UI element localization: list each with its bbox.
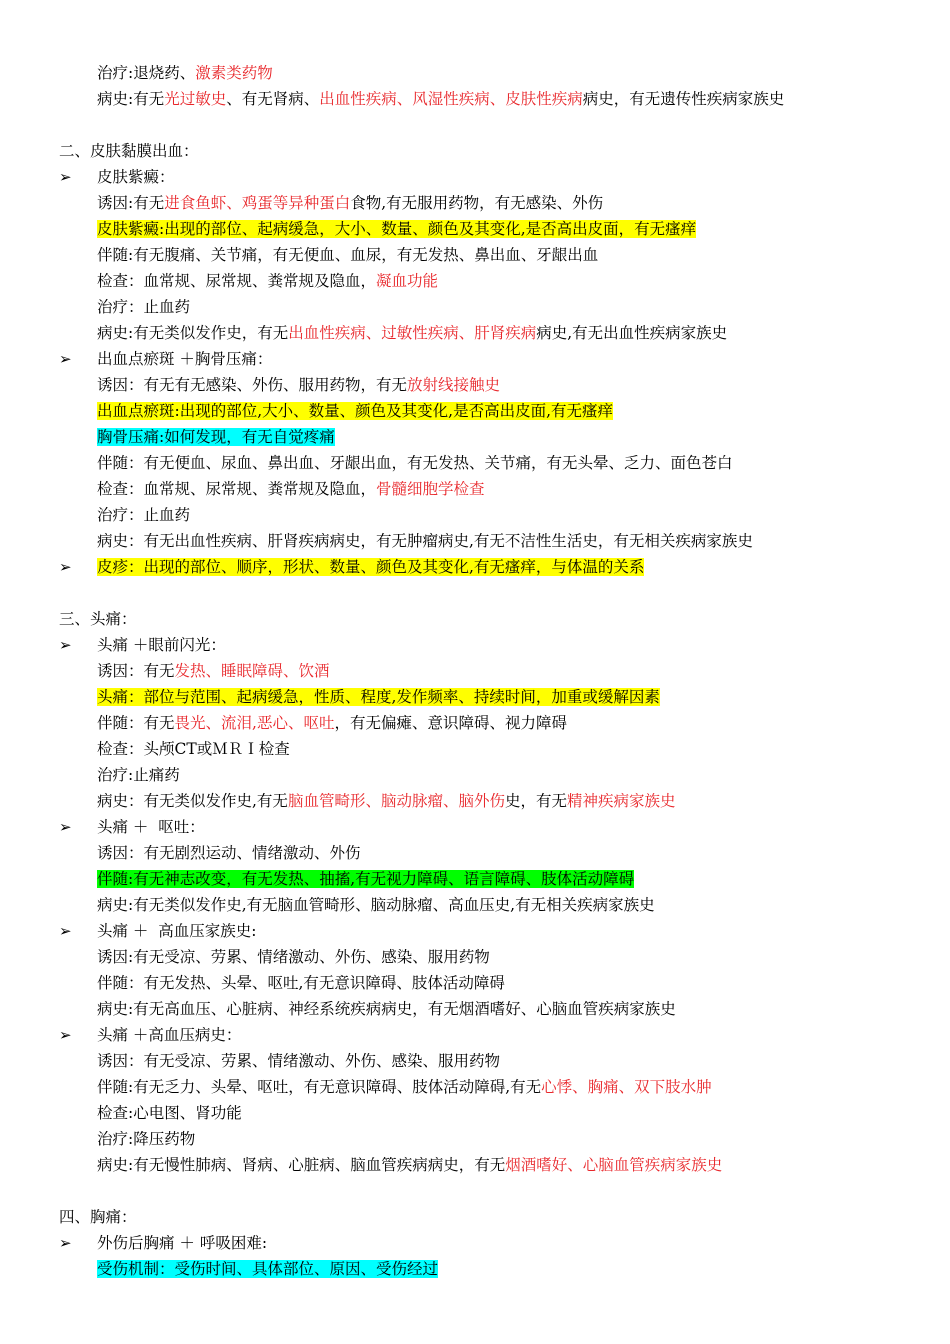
text-line — [97, 894, 655, 916]
highlighted-text — [97, 870, 634, 888]
text-segment: 伴随：有无发热、头晕、呕吐,有无意识障碍、肢体活动障碍 — [97, 974, 505, 992]
emphasis-text: 凝血功能 — [376, 272, 439, 290]
highlighted-text — [97, 1260, 438, 1278]
text-segment: 诱因:有无 — [97, 194, 165, 212]
line-text — [97, 324, 727, 342]
text-segment: 伴随:有无乏力、头晕、呕吐，有无意识障碍、肢体活动障碍,有无 — [97, 1078, 542, 1096]
text-line — [97, 660, 330, 682]
line-text — [97, 766, 180, 784]
text-segment: 受伤机制：受伤时间、具体部位、原因、受伤经过 — [97, 1260, 439, 1278]
line-text — [97, 64, 273, 82]
line-text — [97, 506, 190, 524]
text-line — [97, 790, 675, 812]
line-text — [97, 636, 226, 654]
text-segment: 病史，有无遗传性疾病家族史 — [582, 90, 785, 108]
bullet-arrow-icon: ➢ — [59, 1234, 72, 1252]
text-segment: 皮肤紫癜： — [97, 168, 175, 186]
bullet-item — [97, 816, 205, 838]
text-line — [97, 400, 613, 422]
line-text — [59, 1208, 137, 1226]
section-heading — [59, 608, 137, 630]
bullet-arrow-icon: ➢ — [59, 350, 72, 368]
text-line — [97, 712, 567, 734]
text-line — [97, 998, 676, 1020]
line-text — [97, 480, 485, 498]
text-segment: 二、皮肤黏膜出血： — [59, 142, 199, 160]
emphasis-text: 脑血管畸形、脑动脉瘤、脑外伤 — [287, 792, 505, 810]
line-text — [97, 298, 190, 316]
text-segment: 病史:有无高血压、心脏病、神经系统疾病病史，有无烟酒嗜好、心脑血管疾病家族史 — [97, 1000, 676, 1018]
bullet-arrow-icon: ➢ — [59, 168, 72, 186]
text-line — [97, 244, 598, 266]
line-text — [97, 662, 330, 680]
text-segment: 出血点瘀斑:出现的部位,大小、数量、颜色及其变化,是否高出皮面,有无瘙痒 — [97, 402, 614, 420]
bullet-arrow-icon: ➢ — [59, 636, 72, 654]
text-segment: 治疗:止痛药 — [97, 766, 180, 784]
text-segment: 病史:有无慢性肺病、肾病、心脏病、脑血管疾病病史，有无 — [97, 1156, 506, 1174]
text-line — [97, 1076, 712, 1098]
text-segment: 检查：头颅CT或ＭＲＩ检查 — [97, 740, 290, 758]
line-text — [97, 974, 505, 992]
line-text — [97, 1026, 241, 1044]
text-line — [97, 1050, 500, 1072]
bullet-item — [97, 556, 644, 578]
text-line — [97, 1258, 438, 1280]
text-segment: 治疗:降压药物 — [97, 1130, 196, 1148]
line-text — [97, 1104, 242, 1122]
text-line — [97, 270, 438, 292]
emphasis-text: 心悸、胸痛、双下肢水肿 — [541, 1078, 712, 1096]
highlighted-text — [97, 558, 644, 576]
emphasis-text: 光过敏史 — [164, 90, 227, 108]
text-segment: 病史:有无 — [97, 90, 165, 108]
line-text — [97, 714, 567, 732]
text-segment: 治疗:退烧药、 — [97, 64, 196, 82]
text-segment: 头痛 ＋高血压病史： — [97, 1026, 242, 1044]
emphasis-text: 畏光、流泪,恶心、呕吐 — [174, 714, 335, 732]
highlighted-text — [97, 220, 696, 238]
text-segment: 皮疹：出现的部位、顺序，形状、数量、颜色及其变化,有无瘙痒，与体温的关系 — [97, 558, 645, 576]
text-segment: 检查：血常规、尿常规、粪常规及隐血， — [97, 480, 377, 498]
text-line — [97, 1154, 722, 1176]
line-text — [97, 350, 272, 368]
text-line — [97, 452, 733, 474]
line-text — [97, 194, 603, 212]
line-text — [97, 1234, 267, 1252]
line-text — [59, 610, 137, 628]
line-text — [97, 818, 205, 836]
text-segment: 诱因:有无受凉、劳累、情绪激动、外伤、感染、服用药物 — [97, 948, 490, 966]
text-segment: 头痛 ＋眼前闪光： — [97, 636, 226, 654]
emphasis-text: 放射线接触史 — [407, 376, 501, 394]
text-line — [97, 296, 190, 318]
text-segment: 伴随：有无 — [97, 714, 175, 732]
text-segment: 伴随：有无便血、尿血、鼻出血、牙龈出血，有无发热、关节痛，有无头晕、乏力、面色苍白 — [97, 454, 733, 472]
text-segment: 病史:有无类似发作史,有无脑血管畸形、脑动脉瘤、高血压史,有无相关疾病家族史 — [97, 896, 655, 914]
text-line — [97, 374, 500, 396]
text-line — [97, 322, 727, 344]
text-line — [97, 946, 490, 968]
text-segment: 三、头痛： — [59, 610, 137, 628]
emphasis-text: 进食鱼虾、鸡蛋等异种蛋白 — [164, 194, 351, 212]
line-text — [97, 1000, 676, 1018]
text-segment: 检查：血常规、尿常规、粪常规及隐血， — [97, 272, 377, 290]
emphasis-text: 激素类药物 — [195, 64, 273, 82]
text-segment: 检查:心电图、肾功能 — [97, 1104, 242, 1122]
text-segment: 、有无肾病、 — [226, 90, 320, 108]
text-line — [97, 1128, 195, 1150]
line-text — [97, 454, 733, 472]
line-text — [59, 142, 199, 160]
emphasis-text: 烟酒嗜好、心脑血管疾病家族史 — [505, 1156, 723, 1174]
text-line — [97, 88, 784, 110]
line-text — [97, 272, 438, 290]
text-line — [97, 426, 335, 448]
text-line — [97, 842, 361, 864]
bullet-item — [97, 1232, 267, 1254]
text-line — [97, 1102, 242, 1124]
text-segment: 伴随:有无腹痛、关节痛，有无便血、血尿，有无发热、鼻出血、牙龈出血 — [97, 246, 599, 264]
bullet-arrow-icon: ➢ — [59, 1026, 72, 1044]
text-segment: 外伤后胸痛 ＋ 呼吸困难: — [97, 1234, 268, 1252]
emphasis-text: 骨髓细胞学检查 — [376, 480, 485, 498]
text-segment: 诱因：有无有无感染、外伤、服用药物，有无 — [97, 376, 408, 394]
text-segment: 病史,有无出血性疾病家族史 — [536, 324, 728, 342]
text-line — [97, 764, 180, 786]
highlighted-text — [97, 688, 660, 706]
text-segment: 皮肤紫癜:出现的部位、起病缓急，大小、数量、颜色及其变化,是否高出皮面，有无瘙痒 — [97, 220, 697, 238]
bullet-item — [97, 634, 226, 656]
text-segment: 史，有无 — [504, 792, 567, 810]
text-segment: 诱因：有无剧烈运动、情绪激动、外伤 — [97, 844, 361, 862]
emphasis-text: 出血性疾病、过敏性疾病、肝肾疾病 — [288, 324, 537, 342]
emphasis-text: 发热、睡眠障碍、饮酒 — [174, 662, 330, 680]
text-line — [97, 972, 505, 994]
line-text — [97, 844, 361, 862]
line-text — [97, 1078, 712, 1096]
line-text — [97, 1052, 500, 1070]
bullet-item — [97, 1024, 241, 1046]
line-text — [97, 740, 290, 758]
text-segment: 病史：有无类似发作史,有无 — [97, 792, 288, 810]
bullet-item — [97, 166, 175, 188]
bullet-item — [97, 920, 257, 942]
section-heading — [59, 1206, 137, 1228]
line-text — [97, 90, 784, 108]
text-line — [97, 478, 485, 500]
text-segment: 治疗：止血药 — [97, 506, 191, 524]
text-segment: 伴随:有无神志改变，有无发热、抽搐,有无视力障碍、语言障碍、肢体活动障碍 — [97, 870, 635, 888]
bullet-arrow-icon: ➢ — [59, 558, 72, 576]
highlighted-text — [97, 402, 613, 420]
text-line — [97, 192, 603, 214]
highlighted-text — [97, 428, 335, 446]
text-line — [97, 218, 696, 240]
text-segment: 诱因：有无 — [97, 662, 175, 680]
text-segment: 胸骨压痛:如何发现，有无自觉疼痛 — [97, 428, 335, 446]
text-segment: 病史:有无类似发作史，有无 — [97, 324, 289, 342]
text-line — [97, 686, 660, 708]
line-text — [97, 168, 175, 186]
bullet-arrow-icon: ➢ — [59, 922, 72, 940]
text-segment: 病史：有无出血性疾病、肝肾疾病病史，有无肿瘤病史,有无不洁性生活史，有无相关疾病家族史 — [97, 532, 753, 550]
text-line — [97, 868, 634, 890]
bullet-item — [97, 348, 272, 370]
text-segment: ，有无偏瘫、意识障碍、视力障碍 — [334, 714, 567, 732]
emphasis-text: 精神疾病家族史 — [566, 792, 676, 810]
line-text — [97, 896, 655, 914]
text-segment: 头痛 ＋ 呕吐： — [97, 818, 205, 836]
text-segment: 四、胸痛： — [59, 1208, 137, 1226]
emphasis-text: 出血性疾病、风湿性疾病、皮肤性疾病 — [319, 90, 583, 108]
text-segment: 食物,有无服用药物，有无感染、外伤 — [350, 194, 604, 212]
text-line — [97, 504, 190, 526]
text-segment: 诱因：有无受凉、劳累、情绪激动、外伤、感染、服用药物 — [97, 1052, 501, 1070]
text-segment: 头痛：部位与范围、起病缓急，性质、程度,发作频率、持续时间，加重或缓解因素 — [97, 688, 660, 706]
text-segment: 治疗：止血药 — [97, 298, 191, 316]
section-heading — [59, 140, 199, 162]
line-text — [97, 246, 598, 264]
line-text — [97, 1130, 195, 1148]
line-text — [97, 948, 490, 966]
text-segment: 头痛 ＋ 高血压家族史: — [97, 922, 257, 940]
line-text — [97, 792, 675, 810]
text-line — [97, 530, 753, 552]
text-line — [97, 738, 290, 760]
line-text — [97, 376, 500, 394]
line-text — [97, 1156, 722, 1174]
text-segment: 出血点瘀斑 ＋胸骨压痛： — [97, 350, 273, 368]
line-text — [97, 922, 257, 940]
bullet-arrow-icon: ➢ — [59, 818, 72, 836]
text-line — [97, 62, 273, 84]
line-text — [97, 532, 753, 550]
